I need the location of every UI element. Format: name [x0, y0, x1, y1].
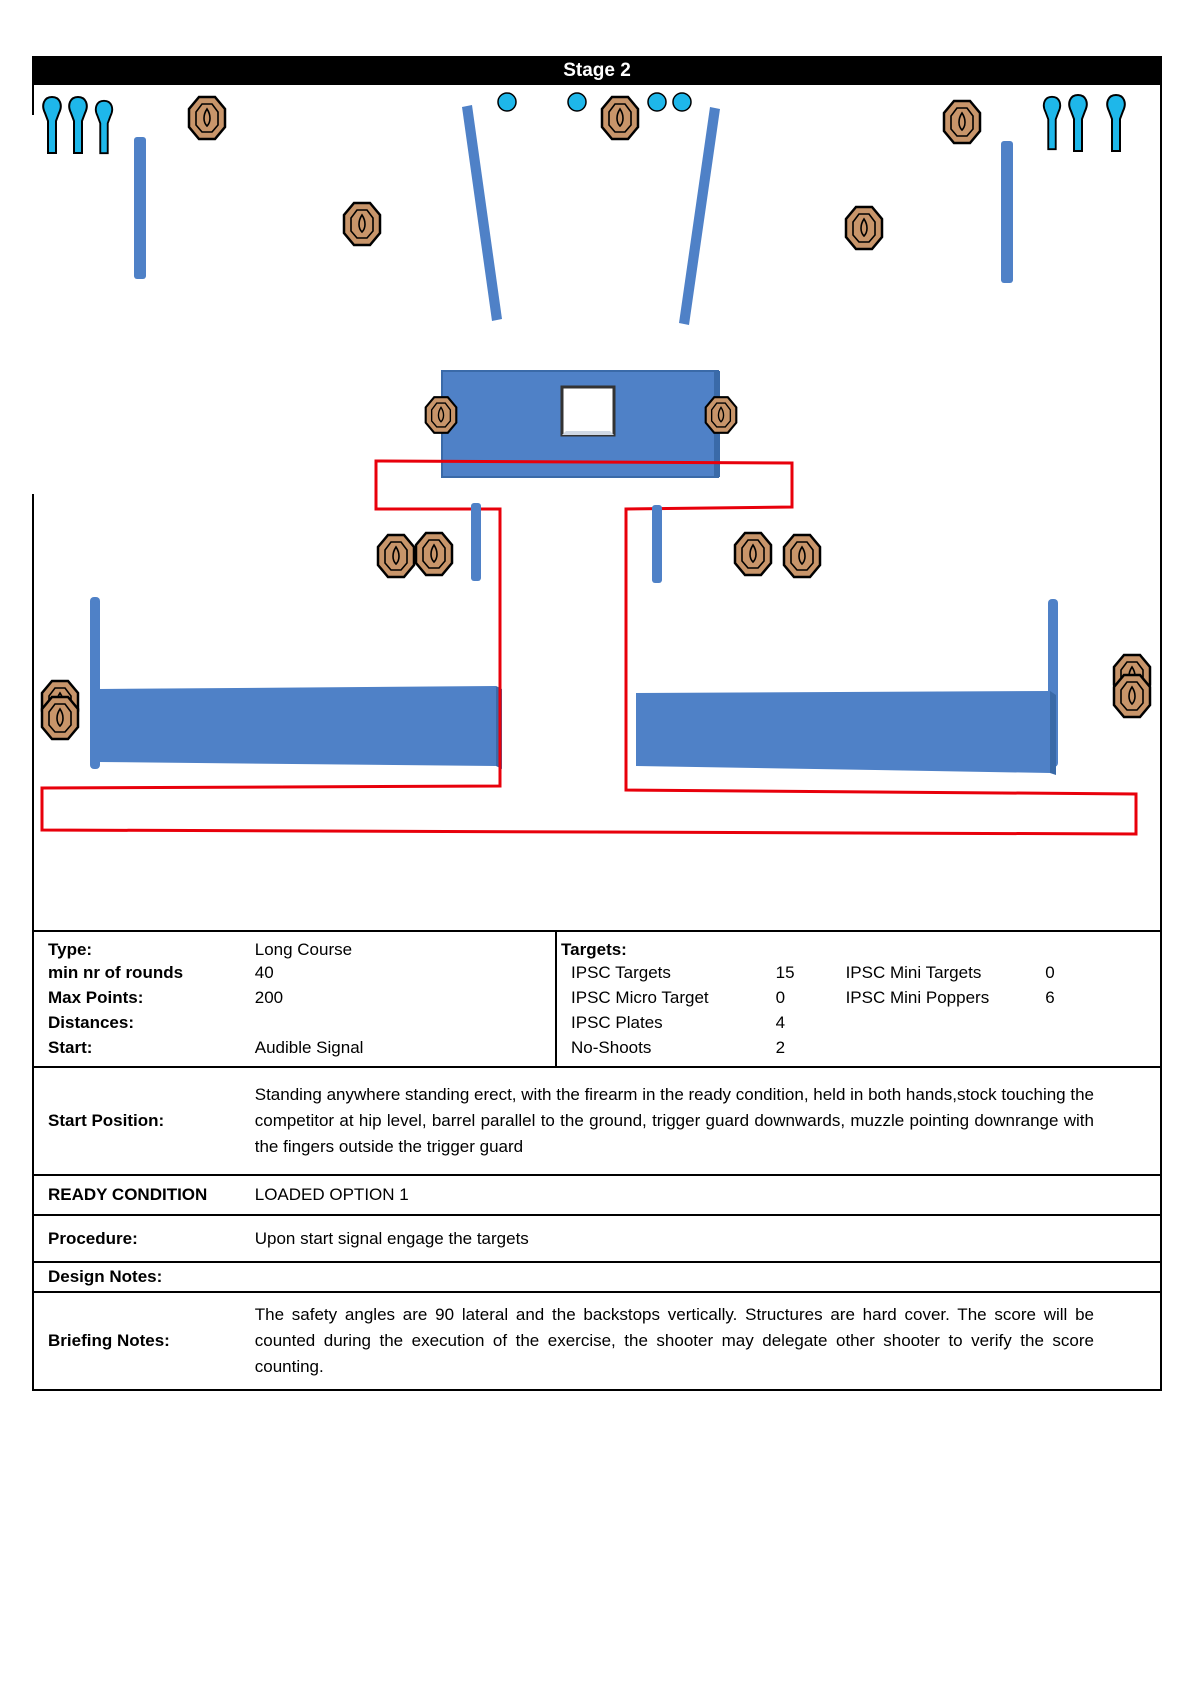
ready-condition-label: READY CONDITION [33, 1175, 241, 1215]
mini-popper-icon [43, 97, 112, 153]
briefing-notes-text: The safety angles are 90 lateral and the backstops vertically. Structures are hard cover. The score will be counted during the execution of the exercise, the shooter may delegate other shooter to verify the score counting. [241, 1292, 1161, 1390]
target-name: No-Shoots [556, 1035, 762, 1067]
target-count: 0 [775, 987, 786, 1007]
target-count: 15 [775, 962, 795, 982]
target-count: 0 [1031, 960, 1161, 985]
briefing-notes-label: Briefing Notes: [33, 1292, 241, 1390]
window-port [562, 387, 614, 435]
design-notes-value [241, 1262, 1161, 1292]
ipsc-target-icon [189, 97, 980, 249]
rounds-label: min nr of rounds [33, 960, 241, 985]
stage-info-table [32, 930, 1162, 1391]
start-label: Start: [33, 1035, 241, 1067]
type-label: Type: [33, 930, 241, 960]
target-count: 4 [775, 1012, 786, 1032]
target-name: IPSC Plates [556, 1010, 762, 1035]
stage-title: Stage 2 [32, 56, 1162, 85]
procedure-label: Procedure: [33, 1215, 241, 1262]
barricade-wall [134, 105, 1013, 325]
table-top-border [32, 930, 1162, 932]
mini-popper-icon [1044, 95, 1125, 151]
start-value: Audible Signal [254, 1037, 364, 1057]
target-count: 6 [1031, 985, 1161, 1010]
start-position-text: Standing anywhere standing erect, with the firearm in the ready condition, held in both hands,stock touching the competitor at hip level, barrel parallel to the ground, trigger guard downwards, muzzle pointing downrange with the fingers outside the trigger guard [241, 1067, 1161, 1175]
design-notes-label: Design Notes: [33, 1262, 241, 1292]
target-name: IPSC Micro Target [556, 985, 762, 1010]
target-name: IPSC Mini Poppers [845, 987, 990, 1007]
distances-value [241, 1010, 556, 1035]
type-value: Long Course [254, 940, 353, 959]
barricade-wall [90, 597, 502, 769]
stage-diagram [32, 85, 1162, 962]
steel-plate-icon [498, 93, 691, 111]
procedure-value: Upon start signal engage the targets [241, 1215, 1161, 1262]
distances-label: Distances: [33, 1010, 241, 1035]
ready-condition-value: LOADED OPTION 1 [241, 1175, 1161, 1215]
points-value: 200 [254, 987, 284, 1007]
points-label: Max Points: [33, 985, 241, 1010]
fault-line [42, 509, 1136, 834]
barricade-wall [636, 599, 1058, 775]
targets-heading: Targets: [556, 930, 1161, 960]
target-name: IPSC Mini Targets [845, 962, 982, 982]
ipsc-target-icon [378, 533, 820, 577]
rounds-value: 40 [254, 962, 274, 982]
target-count: 2 [775, 1037, 786, 1057]
stage-sheet [32, 56, 1162, 1376]
start-position-label: Start Position: [33, 1067, 241, 1175]
target-name: IPSC Targets [556, 960, 762, 985]
